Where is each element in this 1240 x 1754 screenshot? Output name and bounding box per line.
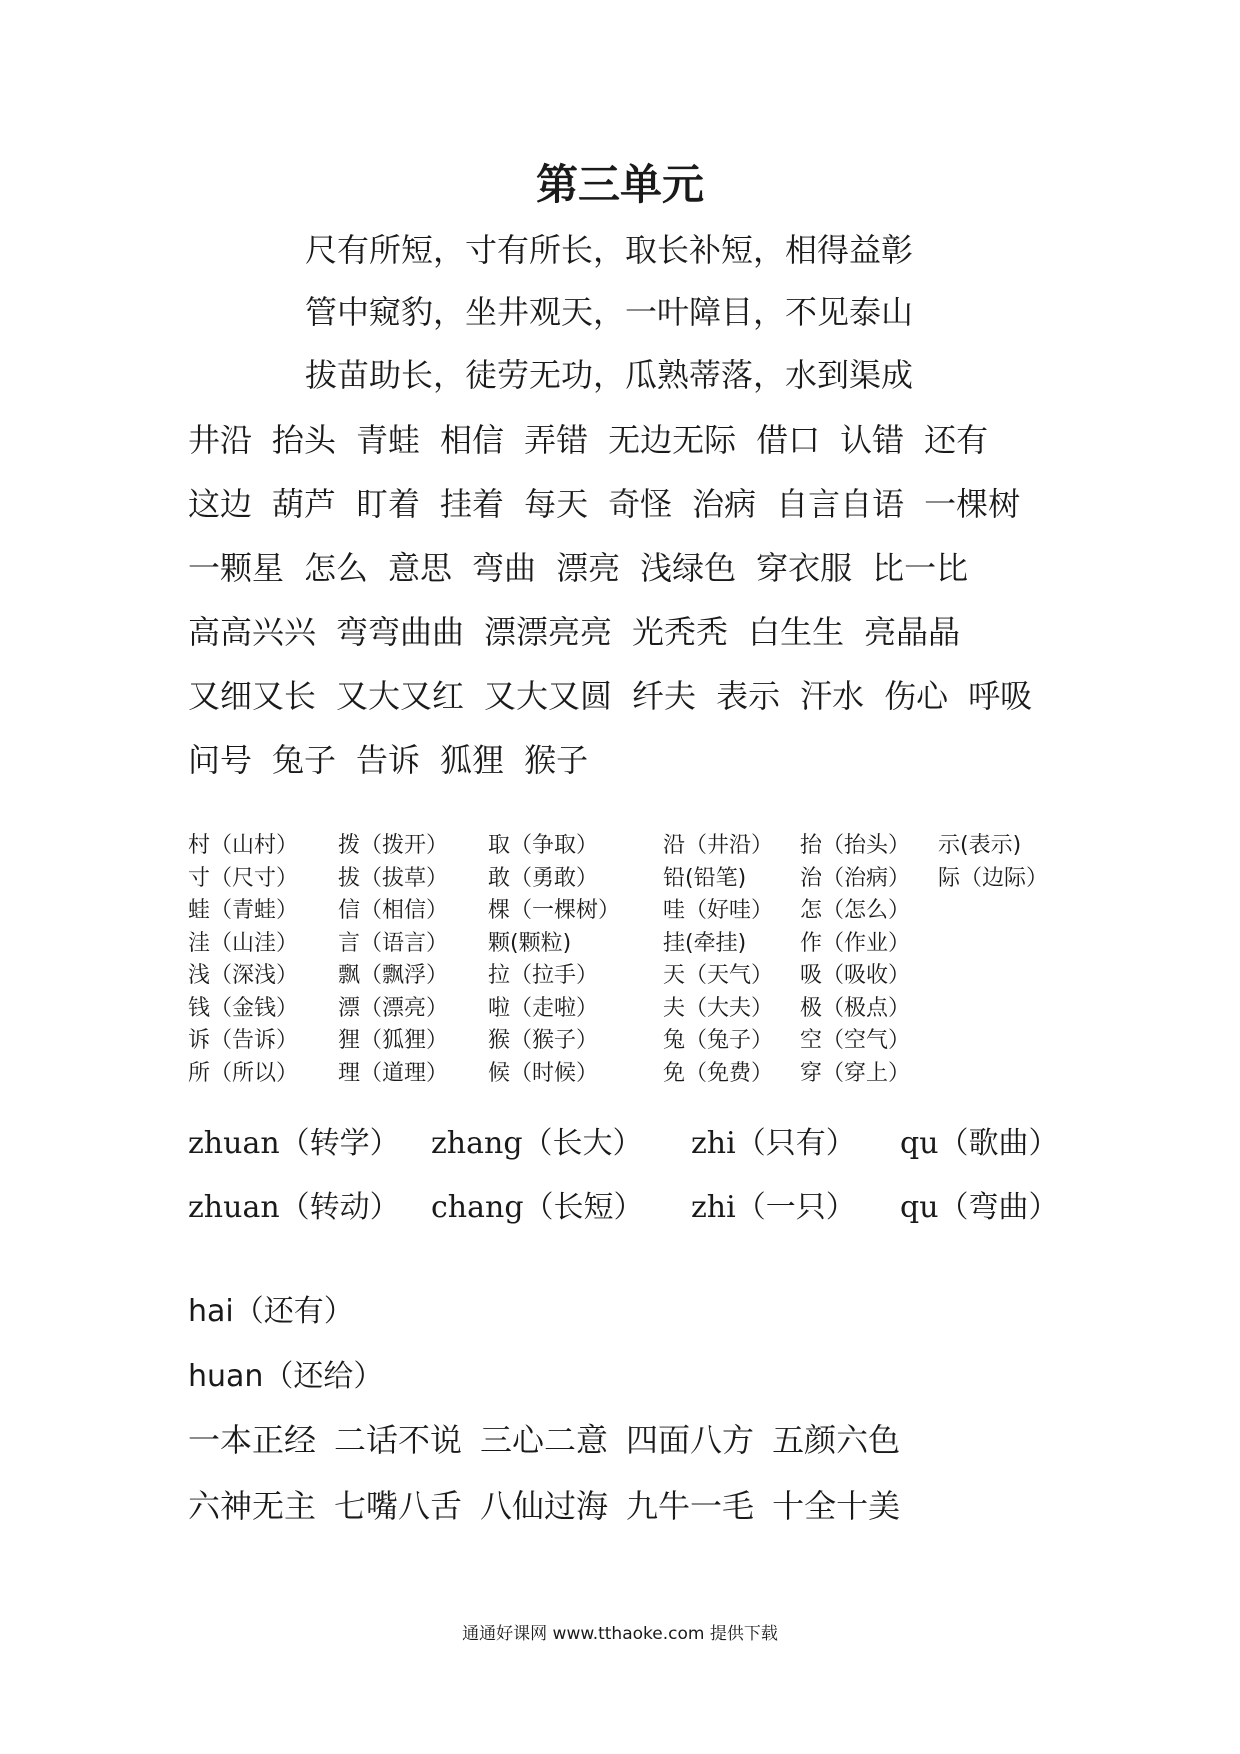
idiom-line: 管中窥豹，坐井观天，一叶障目，不见泰山 — [305, 293, 914, 331]
vocab-word: 光秃秃 — [632, 613, 729, 651]
char-table-cell: 棵（一棵树） — [488, 898, 621, 923]
char-table-cell: 浅（深浅） — [188, 963, 299, 988]
vocab-word: 问号 — [188, 741, 253, 779]
char-table-cell: 狸（狐狸） — [338, 1028, 449, 1053]
char-table-cell: 取（争取） — [488, 833, 599, 858]
vocab-word: 认错 — [840, 421, 905, 459]
vocab-word: 浅绿色 — [640, 549, 737, 587]
vocab-word: 井沿 — [188, 421, 253, 459]
vocab-word: 狐狸 — [440, 741, 505, 779]
pinyin-item: zhi（只有） — [691, 1126, 856, 1161]
polyphone-item: huan（还给） — [188, 1359, 384, 1394]
vocab-word: 奇怪 — [608, 485, 673, 523]
char-table-cell: 猴（猴子） — [488, 1028, 599, 1053]
vocab-word: 穿衣服 — [756, 549, 853, 587]
idiom-line: 尺有所短，寸有所长，取长补短，相得益彰 — [305, 231, 914, 269]
char-table-cell: 示(表示) — [938, 833, 1022, 858]
char-table-cell: 飘（飘浮） — [338, 963, 449, 988]
vocab-word: 又大又红 — [336, 677, 465, 715]
idiom-line: 拔苗助长，徒劳无功，瓜熟蒂落，水到渠成 — [305, 356, 914, 394]
number-idiom: 一本正经 — [188, 1421, 317, 1459]
number-idiom: 四面八方 — [626, 1421, 755, 1459]
vocab-word: 猴子 — [524, 741, 589, 779]
vocab-word: 伤心 — [884, 677, 949, 715]
char-table-cell: 言（语言） — [338, 930, 449, 956]
pinyin-row — [188, 1186, 1088, 1230]
char-table-row — [188, 1025, 1088, 1058]
vocab-word: 弄错 — [524, 421, 589, 459]
char-table-cell: 治（治病） — [800, 865, 911, 891]
char-table-cell: 信（相信） — [338, 898, 449, 923]
vocab-word: 自言自语 — [776, 485, 905, 523]
pinyin-item: qu（歌曲） — [900, 1126, 1059, 1161]
char-table-row — [188, 928, 1088, 961]
vocab-word: 这边 — [188, 485, 253, 523]
vocab-word: 怎么 — [304, 549, 369, 587]
vocab-word: 告诉 — [356, 741, 421, 779]
vocab-word: 兔子 — [272, 741, 337, 779]
vocab-word: 盯着 — [356, 485, 421, 523]
vocab-word: 借口 — [756, 421, 821, 459]
char-table-cell: 挂(牵挂) — [663, 930, 747, 956]
char-table-cell: 敢（勇敢） — [488, 865, 599, 891]
char-table-cell: 吸（吸收） — [800, 963, 911, 988]
vocab-row — [188, 674, 1052, 718]
char-table-cell: 空（空气） — [800, 1028, 911, 1053]
number-idiom: 五颜六色 — [772, 1421, 901, 1459]
char-table-cell: 免（免费） — [663, 1060, 774, 1086]
char-table-cell: 极（极点） — [800, 995, 911, 1021]
char-table-cell: 啦（走啦） — [488, 995, 599, 1021]
char-table-row — [188, 960, 1088, 993]
char-table-cell: 所（所以） — [188, 1060, 299, 1086]
vocab-word: 葫芦 — [272, 485, 337, 523]
vocab-word: 一棵树 — [924, 485, 1021, 523]
char-table-row — [188, 993, 1088, 1026]
vocab-word: 呼吸 — [968, 677, 1033, 715]
vocab-word: 无边无际 — [608, 421, 737, 459]
vocab-word: 汗水 — [800, 677, 865, 715]
char-table-cell: 钱（金钱） — [188, 995, 299, 1021]
number-idiom: 九牛一毛 — [626, 1487, 755, 1525]
char-table-row — [188, 1058, 1088, 1091]
vocab-word: 治病 — [692, 485, 757, 523]
vocab-word: 弯弯曲曲 — [336, 613, 465, 651]
char-table-cell: 抬（抬头） — [800, 833, 911, 858]
pinyin-item: qu（弯曲） — [900, 1190, 1059, 1225]
vocab-word: 漂亮 — [556, 549, 621, 587]
vocab-word: 又细又长 — [188, 677, 317, 715]
char-table-cell: 诉（告诉） — [188, 1028, 299, 1053]
pinyin-item: chang（长短） — [431, 1190, 644, 1225]
pinyin-row — [188, 1122, 1088, 1166]
vocab-row — [188, 610, 980, 654]
char-table-row — [188, 895, 1088, 928]
char-table-cell: 寸（尺寸） — [188, 865, 299, 891]
char-table-cell: 理（道理） — [338, 1060, 449, 1086]
vocab-row — [188, 546, 988, 590]
vocab-word: 高高兴兴 — [188, 613, 317, 651]
char-table-cell: 穿（穿上） — [800, 1060, 911, 1086]
number-idiom: 二话不说 — [334, 1421, 463, 1459]
vocab-word: 比一比 — [872, 549, 969, 587]
vocab-word: 还有 — [924, 421, 989, 459]
vocab-word: 弯曲 — [472, 549, 537, 587]
char-table-cell: 拨（拨开） — [338, 833, 449, 858]
vocab-row — [188, 482, 1040, 526]
char-table-cell: 际（边际） — [938, 865, 1049, 891]
char-table-cell: 作（作业） — [800, 930, 911, 956]
vocab-word: 亮晶晶 — [864, 613, 961, 651]
char-table-cell: 候（时候） — [488, 1060, 599, 1086]
page-title: 第三单元 — [535, 160, 704, 209]
char-table-cell: 沿（井沿） — [663, 833, 774, 858]
vocab-word: 每天 — [524, 485, 589, 523]
vocab-word: 表示 — [716, 677, 781, 715]
char-table-cell: 漂（漂亮） — [338, 995, 449, 1021]
vocab-word: 漂漂亮亮 — [484, 613, 613, 651]
number-idiom: 六神无主 — [188, 1487, 317, 1525]
char-table-row — [188, 863, 1088, 896]
vocab-word: 意思 — [388, 549, 453, 587]
vocab-word: 白生生 — [748, 613, 845, 651]
char-table-cell: 蛙（青蛙） — [188, 898, 299, 923]
vocab-word: 相信 — [440, 421, 505, 459]
char-table-cell: 夫（大夫） — [663, 995, 774, 1021]
number-idiom: 八仙过海 — [480, 1487, 609, 1525]
char-table-row — [188, 830, 1088, 863]
vocab-word: 一颗星 — [188, 549, 285, 587]
char-table-cell: 铅(铅笔) — [663, 865, 747, 891]
char-table-cell: 兔（兔子） — [663, 1028, 774, 1053]
char-table-cell: 村（山村） — [188, 833, 299, 858]
pinyin-item: zhuan（转学） — [188, 1126, 400, 1161]
vocab-word: 挂着 — [440, 485, 505, 523]
number-idiom-row — [188, 1484, 918, 1528]
polyphone-item: hai（还有） — [188, 1294, 354, 1329]
pinyin-item: zhang（长大） — [431, 1126, 643, 1161]
number-idiom: 三心二意 — [480, 1421, 609, 1459]
char-table-cell: 颗(颗粒) — [488, 930, 572, 956]
number-idiom: 七嘴八舌 — [334, 1487, 463, 1525]
vocab-word: 纤夫 — [632, 677, 697, 715]
footer-text: 通通好课网 www.tthaoke.com 提供下载 — [462, 1624, 778, 1644]
char-table-cell: 拉（拉手） — [488, 963, 599, 988]
char-table-cell: 洼（山洼） — [188, 930, 299, 956]
vocab-word: 抬头 — [272, 421, 337, 459]
char-table-cell: 天（天气） — [663, 963, 774, 988]
vocab-row — [188, 418, 1008, 462]
char-table-cell: 哇（好哇） — [663, 898, 774, 923]
pinyin-item: zhuan（转动） — [188, 1190, 400, 1225]
pinyin-item: zhi（一只） — [691, 1190, 856, 1225]
char-table-cell: 拔（拔草） — [338, 865, 449, 891]
vocab-word: 青蛙 — [356, 421, 421, 459]
character-table — [188, 830, 1088, 1090]
char-table-cell: 怎（怎么） — [800, 898, 911, 923]
vocab-row — [188, 738, 608, 782]
number-idiom: 十全十美 — [772, 1487, 901, 1525]
vocab-word: 又大又圆 — [484, 677, 613, 715]
number-idiom-row — [188, 1418, 918, 1462]
